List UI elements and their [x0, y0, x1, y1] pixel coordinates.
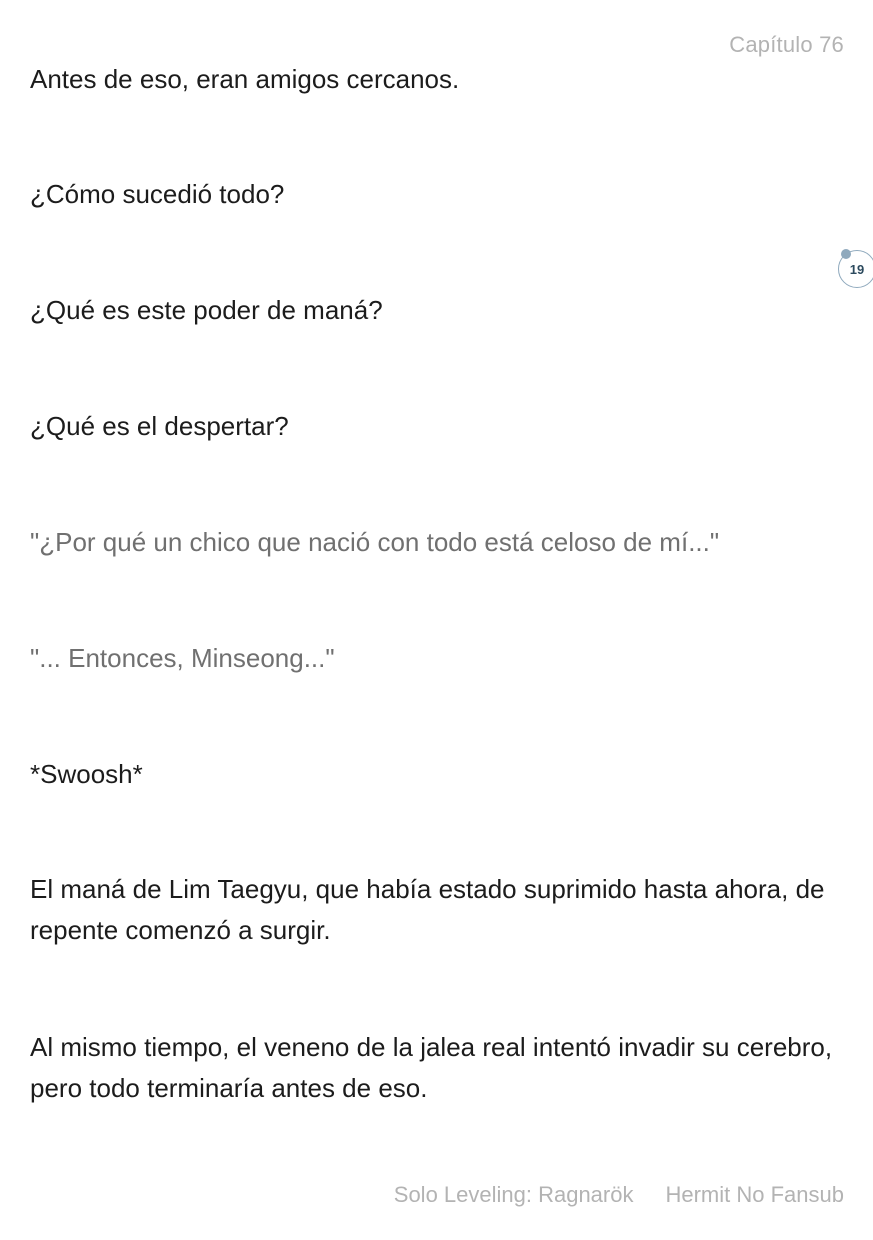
dialog-paragraph: "¿Por qué un chico que nació con todo está celoso de mí..." [30, 527, 720, 557]
paragraph: ¿Qué es este poder de maná? [30, 295, 383, 325]
footer-translator: Hermit No Fansub [665, 1182, 844, 1207]
paragraph: Antes de eso, eran amigos cercanos. [30, 64, 460, 94]
paragraph: *Swoosh* [30, 759, 143, 789]
paragraph: ¿Qué es el despertar? [30, 411, 289, 441]
page-footer [394, 1182, 844, 1208]
chapter-label: Capítulo 76 [729, 32, 844, 57]
paragraph: ¿Cómo sucedió todo? [30, 179, 285, 209]
comment-indicator-dot [841, 249, 851, 259]
comment-count: 19 [849, 261, 865, 277]
paragraph: Al mismo tiempo, el veneno de la jalea real intentó invadir su cerebro, pero todo terminaría antes de eso. [30, 1032, 833, 1103]
dialog-paragraph: "... Entonces, Minseong..." [30, 643, 335, 673]
paragraph: El maná de Lim Taegyu, que había estado suprimido hasta ahora, de repente comenzó a surgir. [30, 874, 825, 945]
footer-novel-title: Solo Leveling: Ragnarök [393, 1182, 634, 1207]
